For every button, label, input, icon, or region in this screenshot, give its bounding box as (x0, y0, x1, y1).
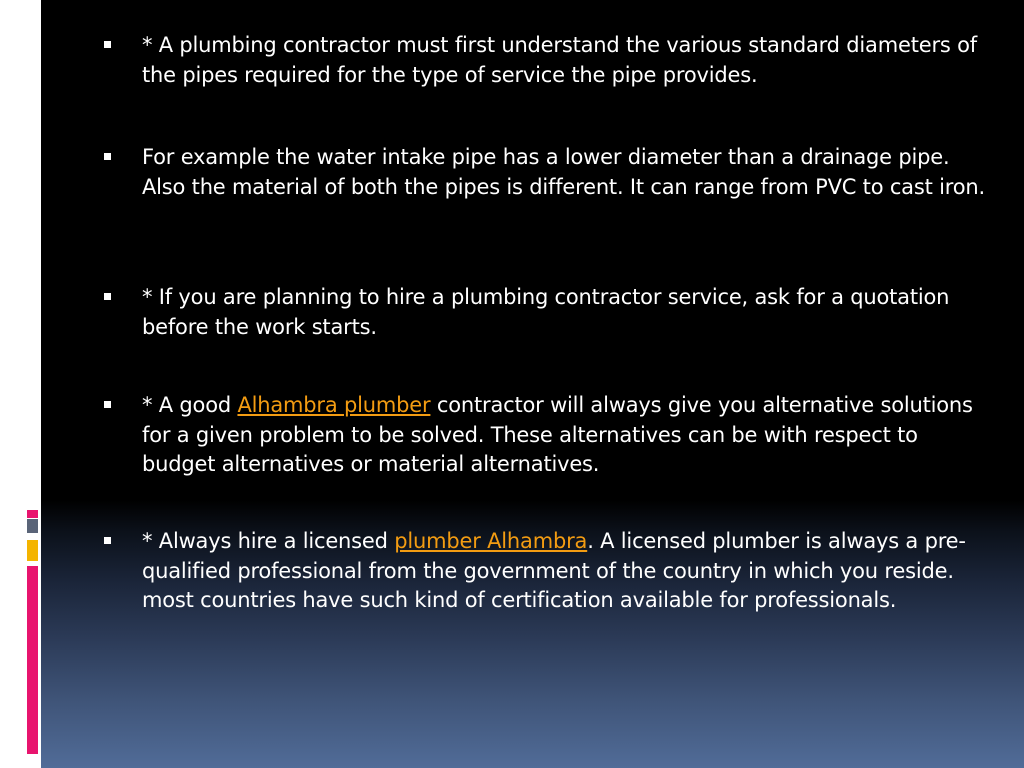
plumber-alhambra-link[interactable]: plumber Alhambra (394, 529, 588, 553)
bullet-text (142, 527, 992, 616)
accent-bar-magenta-long (27, 566, 38, 754)
square-bullet-icon (104, 537, 111, 544)
content-panel (41, 0, 1024, 768)
bullet-text-after: . A licensed plumber is always a pre-qualified professional from the government of the country in which you reside. most countries have such kind of certification available for professionals. (142, 529, 966, 612)
bullet-text-before: * Always hire a licensed (142, 529, 395, 553)
alhambra-plumber-link[interactable]: Alhambra plumber (237, 393, 431, 417)
accent-bar-gray (27, 519, 38, 533)
bullet-text: For example the water intake pipe has a lower diameter than a drainage pipe. Also the material of both the pipes is different. It can range from PVC to cast iron. (142, 145, 985, 199)
accent-bars (27, 0, 39, 768)
accent-bar-magenta-top (27, 510, 38, 518)
accent-bar-yellow (27, 540, 38, 561)
bullet-text: * A plumbing contractor must first understand the various standard diameters of the pipes required for the type of service the pipe provides. (142, 33, 977, 87)
square-bullet-icon (104, 153, 111, 160)
square-bullet-icon (104, 41, 111, 48)
square-bullet-icon (104, 293, 111, 300)
bullet-text-after: contractor will always give you alternative solutions for a given problem to be solved. These alternatives can be with respect to budget alternatives or material alternatives. (142, 393, 973, 476)
bullet-text: * If you are planning to hire a plumbing contractor service, ask for a quotation before the work starts. (142, 285, 950, 339)
square-bullet-icon (104, 401, 111, 408)
bullet-text-before: * A good (142, 393, 238, 417)
bullet-text (142, 391, 992, 480)
